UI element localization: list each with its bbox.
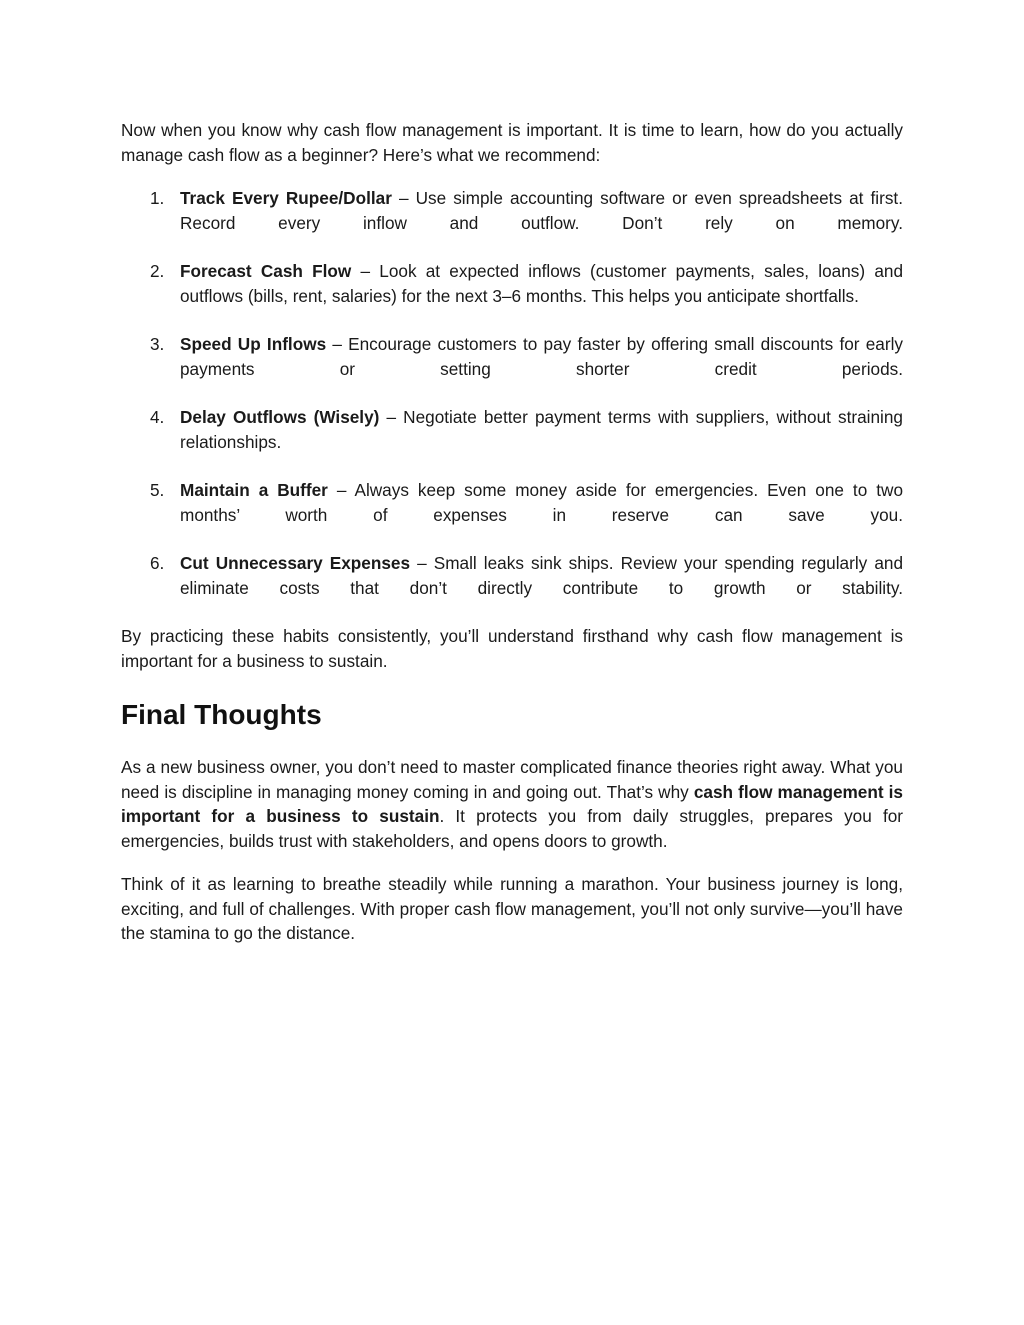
final-thoughts-paragraph-2: Think of it as learning to breathe steadily while running a marathon. Your business journey is long, exciting, and full of challenges. With proper cash flow management, you’ll not only survive—you’ll have the stamina to go the distance. xyxy=(121,874,903,943)
list-item xyxy=(121,405,903,454)
list-item-number: 1. xyxy=(150,188,165,208)
list-item xyxy=(121,332,903,381)
list-item-number: 2. xyxy=(150,261,165,281)
closing-paragraph: By practicing these habits consistently, you’ll understand firsthand why cash flow management is important for a business to sustain. xyxy=(121,626,903,671)
tips-list xyxy=(121,186,903,600)
list-item-number: 6. xyxy=(150,553,165,573)
list-item-title: Maintain a Buffer xyxy=(180,480,328,500)
list-item-title: Delay Outflows (Wisely) xyxy=(180,407,380,427)
list-item-text: – Small leaks sink ships. Review your spending regularly and eliminate costs that don’t directly contribute to growth or stability. xyxy=(180,553,903,598)
list-item xyxy=(121,259,903,308)
list-item-number: 4. xyxy=(150,407,165,427)
paragraph-text: . It protects you from daily struggles, prepares you for emergencies, builds trust with stakeholders, and opens doors to growth. xyxy=(121,806,904,851)
list-item-number: 3. xyxy=(150,334,165,354)
bold-phrase: cash flow management is important for a business to sustain xyxy=(121,781,903,826)
final-thoughts-paragraph-1 xyxy=(121,755,903,853)
list-item xyxy=(121,186,903,235)
list-item-number: 5. xyxy=(150,480,165,500)
list-item-title: Speed Up Inflows xyxy=(180,334,327,354)
list-item-text: – Encourage customers to pay faster by offering small discounts for early payments or setting shorter credit periods. xyxy=(180,334,903,379)
list-item-text: – Use simple accounting software or even spreadsheets at first. Record every inflow and outflow. Don’t rely on memory. xyxy=(180,188,903,233)
list-item xyxy=(121,551,903,600)
list-item-title: Track Every Rupee/Dollar xyxy=(180,188,392,208)
intro-paragraph: Now when you know why cash flow management is important. It is time to learn, how do you actually manage cash flow as a beginner? Here’s what we recommend: xyxy=(121,120,903,165)
list-item-text: – Always keep some money aside for emergencies. Even one to two months’ worth of expenses in reserve can save you. xyxy=(180,480,904,525)
list-item-title: Forecast Cash Flow xyxy=(180,261,352,281)
list-item-title: Cut Unnecessary Expenses xyxy=(180,553,411,573)
document-page xyxy=(121,118,903,946)
paragraph-text: As a new business owner, you don’t need to master complicated finance theories right away. What you need is discipline in managing money coming in and going out. That’s why xyxy=(121,757,903,802)
list-item xyxy=(121,478,903,527)
list-item-text: – Negotiate better payment terms with suppliers, without straining relationships. xyxy=(180,407,903,452)
list-item-text: – Look at expected inflows (customer payments, sales, loans) and outflows (bills, rent, salaries) for the next 3–6 months. This helps you anticipate shortfalls. xyxy=(180,261,903,306)
section-heading: Final Thoughts xyxy=(121,699,322,730)
